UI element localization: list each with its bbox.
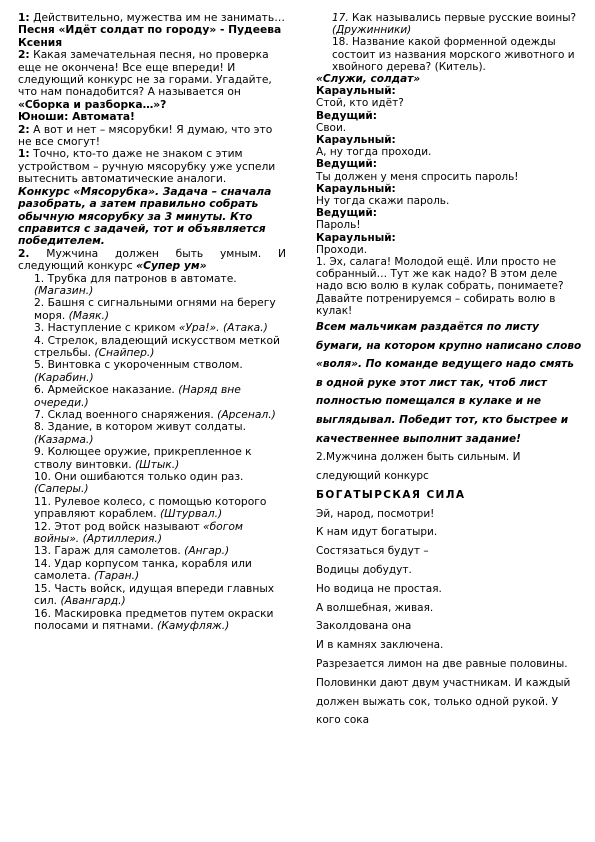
paragraph-1: 1: Действительно, мужества им не занимать… — [18, 11, 285, 24]
questions-list — [18, 273, 286, 633]
question-17: 17. Как назывались первые русские воины? (Дружинники) — [332, 12, 577, 37]
question-item: 15. Часть войск, идущая впереди главных сил. (Авангард.) — [34, 581, 275, 608]
contest-title-strength: БОГАТЫРСКАЯ СИЛА — [316, 488, 466, 501]
speaker-label: Караульный: — [316, 182, 396, 195]
question-item: 12. Этот род войск называют «богом войны». (Артиллерия.) — [34, 519, 243, 546]
speaker-label: Караульный: — [316, 231, 396, 244]
question-item: 9. Колющее оружие, прикрепленное к стволу винтовки. (Штык.) — [34, 445, 252, 471]
question-item: 6. Армейское наказание. (Наряд вне очереди.) — [34, 383, 241, 409]
dialogue-line: А, ну тогда проходи. — [316, 146, 432, 159]
dialogue-line: Ну тогда скажи пароль. — [316, 195, 450, 208]
left-column — [18, 12, 286, 632]
song-title: Песня «Идёт солдат по городу» - Пудеева Ксения — [18, 23, 282, 49]
dialogue-line: Пароль! — [316, 219, 361, 232]
question-item: 10. Они ошибаются только один раз. (Саперы.) — [34, 470, 244, 496]
speaker-label: Караульный: — [316, 134, 396, 147]
dialogue-line: Ты должен у меня спросить пароль! — [316, 170, 519, 183]
paragraph-3: 2: А вот и нет – мясорубки! Я думаю, что это не все смогут! — [18, 122, 273, 149]
question-18: 18. Название какой форменной одежды состоит из названия морского животного и хвойного дерева? (Китель). — [332, 36, 575, 73]
paragraph-strong: 2.Мужчина должен быть сильным. И следующий конкурс — [316, 451, 521, 483]
question-item: 13. Гараж для самолетов. (Ангар.) — [34, 544, 230, 558]
question-item: 4. Стрелок, владеющий искусством меткой стрельбы. (Снайпер.) — [34, 333, 280, 359]
poem-line: К нам идут богатыри. — [316, 526, 438, 539]
paragraph-salaga: 1. Эх, салага! Молодой ещё. Или просто не собранный… Тут же как надо? В этом деле надо всю волю в кулак собрать, понимаете? Давайте потренируемся – собирать волю в кулак! — [316, 256, 564, 317]
poem-line: Эй, народ, посмотри! — [316, 507, 435, 520]
poem-line: Водицы добудут. — [316, 564, 412, 577]
poem — [316, 505, 582, 655]
speaker-label: Ведущий: — [316, 158, 377, 171]
speaker-label: Ведущий: — [316, 109, 377, 122]
question-item: 16. Маскировка предметов путем окраски полосами и пятнами. (Камуфляж.) — [34, 606, 274, 632]
speaker-label: Караульный: — [316, 85, 396, 98]
speaker-label: Ведущий: — [316, 207, 377, 220]
question-item: 14. Удар корпусом танка, корабля или самолета. (Таран.) — [34, 556, 252, 583]
contest-meat-grinder: Конкурс «Мясорубка». Задача – сначала разобрать, а затем правильно собрать обычную мясорубку за 3 минуты. Кто справится с задачей, тот и объявляется победителем. — [18, 184, 272, 248]
right-column — [316, 12, 582, 730]
paragraph-2: 2: Какая замечательная песня, но проверка еще не окончена! Все еще впереди! И следующий конкурс не за горами. Угадайте, что нам понадобится? А называется он «Сборка и разборка…»? — [18, 48, 272, 111]
dialogue-line: Проходи. — [316, 243, 368, 256]
contest-will: Всем мальчикам раздаётся по листу бумаги, на котором крупно написано слово «воля». По команде ведущего надо смять в одной руке этот лист так, чтоб лист полностью помещался в кулаке и не выглядывал. Победит тот, кто быстрее и качественнее выполнит задание! — [316, 321, 582, 445]
question-item: 1. Трубка для патронов в автомате. (Магазин.) — [34, 271, 237, 297]
poem-line: И в камнях заключена. — [316, 639, 444, 652]
paragraph-super-mind: 2. Мужчина должен быть умным. И следующий конкурс «Супер ум» — [18, 246, 286, 273]
question-item: 11. Рулевое колесо, с помощью которого управляют кораблем. (Штурвал.) — [34, 494, 267, 521]
paragraph-lemon: Разрезается лимон на две равные половины. Половинки дают двум участникам. И каждый должен выжать сок, только одной рукой. У кого сока — [316, 658, 571, 727]
paragraph-4: 1: Точно, кто-то даже не знаком с этим устройством – ручную мясорубку уже успели вытеснить автоматические аналоги. — [18, 147, 276, 186]
dialogue-line: Свои. — [316, 121, 347, 134]
section-heading: «Служи, солдат» — [316, 73, 421, 86]
poem-line: Заколдована она — [316, 620, 412, 633]
dialogue-line: Стой, кто идёт? — [316, 97, 404, 110]
question-item: 7. Склад военного снаряжения. (Арсенал.) — [34, 408, 276, 421]
question-item: 2. Башня с сигнальными огнями на берегу моря. (Маяк.) — [34, 296, 276, 322]
dialogue — [316, 85, 582, 256]
question-item: 8. Здание, в котором живут солдаты. (Казарма.) — [34, 420, 246, 446]
poem-line: Состязаться будут – — [316, 545, 429, 558]
poem-line: Но водица не простая. — [316, 582, 442, 595]
question-item: 5. Винтовка с укороченным стволом. (Карабин.) — [34, 358, 243, 384]
question-item: 3. Наступление с криком «Ура!». (Атака.) — [34, 321, 268, 335]
poem-line: А волшебная, живая. — [316, 601, 434, 614]
youths-answer: Юноши: Автомата! — [18, 110, 135, 124]
